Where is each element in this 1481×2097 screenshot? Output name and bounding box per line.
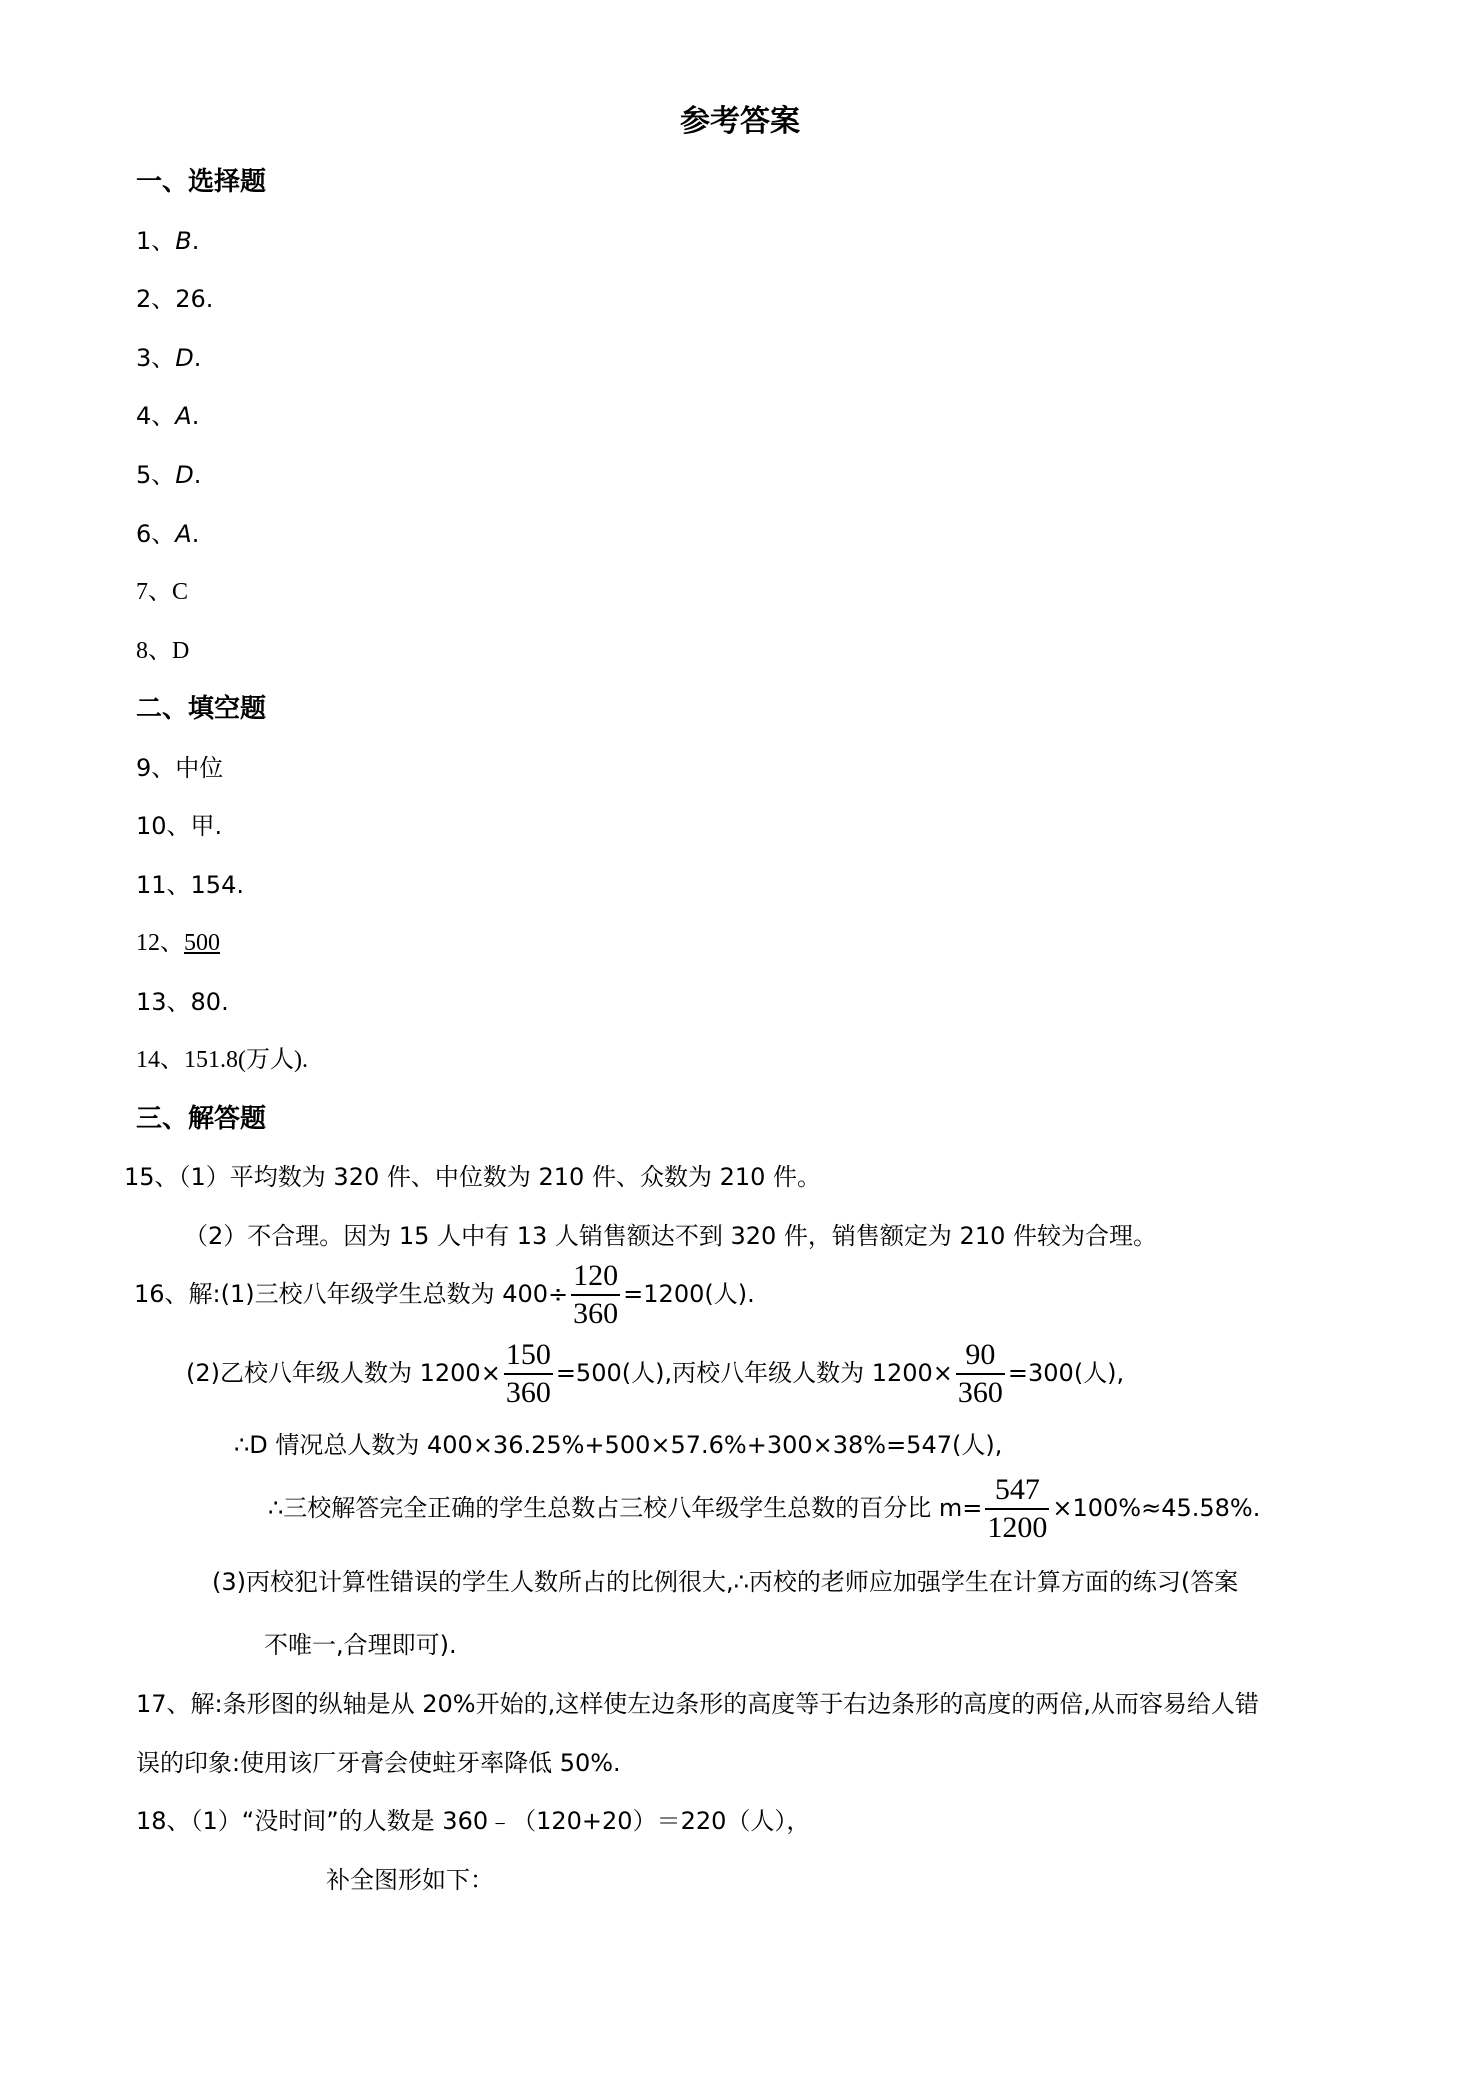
question-number: 1、	[136, 227, 176, 255]
q18-line-2: 补全图形如下：	[326, 1866, 494, 1894]
choice-answer-7: 7、C	[136, 579, 189, 605]
q16-text: =500(人),丙校八年级人数为 1200×	[555, 1359, 953, 1387]
question-number: 3、	[136, 344, 176, 372]
q16-line-6: 不唯一,合理即可).	[264, 1631, 457, 1659]
fill-answer-10: 10、甲.	[136, 812, 223, 840]
underlined-answer: 500	[184, 930, 220, 956]
denominator: 360	[573, 1297, 619, 1330]
answer-letter: A	[175, 402, 192, 430]
answer-period: .	[193, 344, 202, 372]
q15-line-1: 15、（1）平均数为 320 件、中位数为 210 件、众数为 210 件。	[124, 1163, 822, 1191]
answer-period: .	[191, 520, 200, 548]
section-heading-answer: 三、解答题	[136, 1104, 267, 1134]
q16-text: =1200(人).	[623, 1280, 755, 1308]
fill-answer-12	[136, 927, 220, 959]
q16-text: ∴三校解答完全正确的学生总数占三校八年级学生总数的百分比 m=	[268, 1494, 983, 1522]
numerator: 150	[504, 1337, 553, 1375]
question-number: 4、	[136, 402, 176, 430]
q16-line-3: ∴D 情况总人数为 400×36.25%+500×57.6%+300×38%=547(人),	[234, 1431, 1003, 1459]
fraction	[504, 1337, 553, 1411]
fraction	[956, 1337, 1005, 1411]
q16-text: =300(人),	[1007, 1359, 1125, 1387]
q17-line-1: 17、解:条形图的纵轴是从 20%开始的,这样使左边条形的高度等于右边条形的高度的两倍,从而容易给人错	[136, 1690, 1259, 1718]
answer-letter: B	[175, 227, 192, 255]
numerator: 547	[985, 1472, 1049, 1510]
fill-answer-9: 9、中位	[136, 754, 224, 782]
numerator: 120	[571, 1258, 620, 1296]
fill-answer-11: 11、154.	[136, 871, 244, 899]
choice-answer-6	[136, 518, 199, 550]
fraction	[985, 1472, 1049, 1546]
answer-period: .	[193, 461, 202, 489]
q16-text: ×100%≈45.58%.	[1052, 1494, 1261, 1522]
choice-answer-3	[136, 342, 201, 374]
page-title: 参考答案	[680, 104, 800, 139]
q16-line-4	[268, 1472, 1260, 1546]
q16-line-2	[186, 1337, 1124, 1411]
answer-letter: D	[175, 461, 194, 489]
choice-answer-1	[136, 225, 199, 257]
section-heading-fill: 二、填空题	[136, 694, 267, 724]
question-number: 12、	[136, 930, 184, 956]
answer-period: .	[191, 227, 200, 255]
answer-letter: A	[175, 520, 192, 548]
denominator: 1200	[987, 1511, 1048, 1544]
choice-answer-2: 2、26.	[136, 285, 214, 313]
q17-line-2: 误的印象:使用该厂牙膏会使蛀牙率降低 50%.	[136, 1749, 621, 1777]
question-number: 5、	[136, 461, 176, 489]
numerator: 90	[956, 1337, 1005, 1375]
q16-text: (2)乙校八年级人数为 1200×	[186, 1359, 501, 1387]
q16-line-1	[134, 1258, 755, 1332]
answer-period: .	[191, 402, 200, 430]
question-number: 6、	[136, 520, 176, 548]
choice-answer-5	[136, 459, 201, 491]
q16-line-5: (3)丙校犯计算性错误的学生人数所占的比例很大,∴丙校的老师应加强学生在计算方面的练习(答案	[212, 1568, 1239, 1596]
choice-answer-8: 8、D	[136, 638, 190, 664]
denominator: 360	[957, 1376, 1003, 1409]
q18-line-1: 18、（1）“没时间”的人数是 360﹣（120+20）＝220（人），	[136, 1807, 811, 1835]
q16-text: 16、解:(1)三校八年级学生总数为 400÷	[134, 1280, 569, 1308]
section-heading-choice: 一、选择题	[136, 167, 267, 197]
fill-answer-13: 13、80.	[136, 988, 229, 1016]
choice-answer-4	[136, 400, 199, 432]
fill-answer-14: 14、151.8(万人).	[136, 1047, 308, 1073]
fraction	[571, 1258, 620, 1332]
answer-letter: D	[175, 344, 194, 372]
denominator: 360	[505, 1376, 551, 1409]
q15-line-2: （2）不合理。因为 15 人中有 13 人销售额达不到 320 件，销售额定为 210 件较为合理。	[184, 1222, 1157, 1250]
